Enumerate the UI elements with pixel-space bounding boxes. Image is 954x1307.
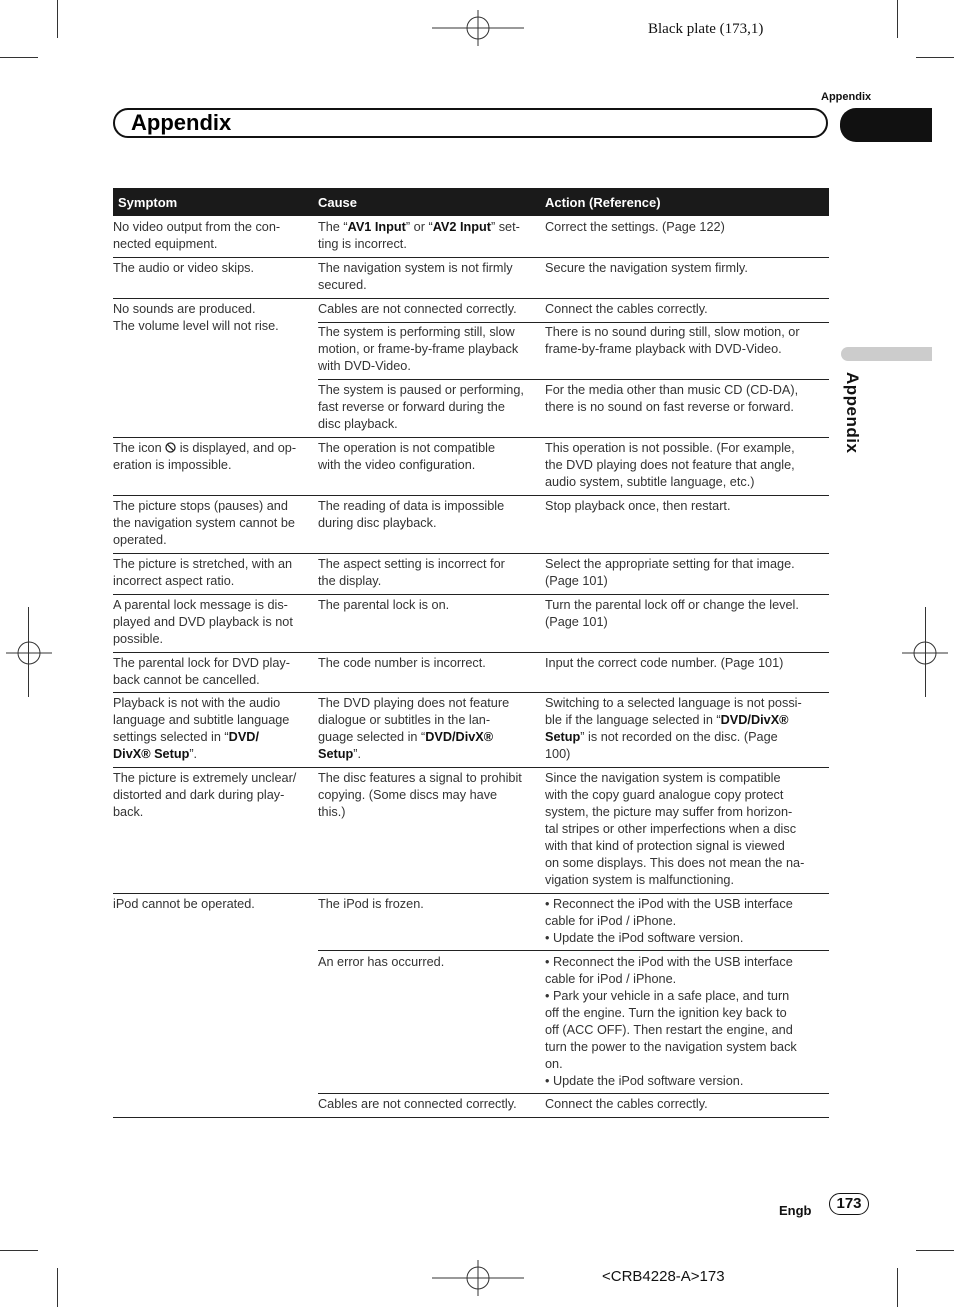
cause-cell: The disc features a signal to prohibit copying. (Some discs may have this.) [318, 771, 522, 819]
symptom-cell: iPod cannot be operated. [113, 897, 255, 911]
crop-mark [897, 1268, 898, 1307]
section-tab-black [840, 108, 932, 142]
action-cell: Stop playback once, then restart. [545, 499, 731, 513]
action-cell: Secure the navigation system firmly. [545, 261, 748, 275]
side-tab-label: Appendix [843, 372, 862, 454]
action-cell: • Reconnect the iPod with the USB interface cable for iPod / iPhone. • Update the iPod software version. [545, 897, 793, 945]
cause-cell: The reading of data is impossible during disc playback. [318, 499, 505, 530]
row-divider [113, 594, 829, 595]
action-cell: For the media other than music CD (CD-DA), there is no sound on fast reverse or forward. [545, 383, 799, 414]
row-divider [113, 893, 829, 894]
row-divider [113, 298, 829, 299]
row-divider [318, 322, 829, 323]
cause-cell: Cables are not connected correctly. [318, 302, 517, 316]
action-cell: There is no sound during still, slow motion, or frame-by-frame playback with DVD-Video. [545, 325, 800, 356]
cause-cell: An error has occurred. [318, 955, 445, 969]
action-cell: Connect the cables correctly. [545, 1097, 708, 1111]
registration-mark-icon [432, 10, 524, 46]
plate-label: Black plate (173,1) [648, 21, 764, 37]
symptom-cell: No video output from the con- nected equipment. [113, 220, 281, 251]
page-number: 173 [829, 1193, 869, 1215]
crop-mark [0, 1250, 38, 1251]
crop-mark [0, 57, 38, 58]
action-cell: Switching to a selected language is not possi- ble if the language selected in “DVD/DivX® Setup” is not recorded on the disc. (Page 100) [545, 696, 802, 761]
symptom-cell: The parental lock for DVD play- back cannot be cancelled. [113, 656, 290, 687]
row-divider [113, 553, 829, 554]
cause-cell: The operation is not compatible with the video configuration. [318, 441, 496, 472]
action-cell: • Reconnect the iPod with the USB interface cable for iPod / iPhone. • Park your vehicle in a safe place, and turn off the engine. Turn the ignition key back to off (ACC OFF). Then restart the engine, and turn the power to the navigation system back on. • Update the iPod software version. [545, 955, 797, 1088]
cause-cell: The navigation system is not firmly secured. [318, 261, 513, 292]
header-cause: Cause [318, 195, 358, 210]
row-divider [113, 652, 829, 653]
row-divider [113, 437, 829, 438]
cause-cell: The aspect setting is incorrect for the display. [318, 557, 505, 588]
row-divider [113, 767, 829, 768]
symptom-cell: The picture is extremely unclear/ distorted and dark during play- back. [113, 771, 297, 819]
row-divider [113, 692, 829, 693]
table-header [113, 188, 829, 216]
action-cell: Correct the settings. (Page 122) [545, 220, 725, 234]
cause-cell: The DVD playing does not feature dialogue or subtitles in the lan- guage selected in “DVD/DivX® Setup”. [318, 696, 510, 761]
action-cell: Connect the cables correctly. [545, 302, 708, 316]
row-divider [318, 950, 829, 951]
cause-cell: The code number is incorrect. [318, 656, 486, 670]
registration-mark-icon [432, 1260, 524, 1296]
crop-mark [57, 0, 58, 38]
row-divider [318, 379, 829, 380]
cause-cell: Cables are not connected correctly. [318, 1097, 517, 1111]
language-code: Engb [779, 1203, 812, 1218]
row-divider [318, 1093, 829, 1094]
symptom-cell: The picture stops (pauses) and the navigation system cannot be operated. [113, 499, 295, 547]
symptom-cell: No sounds are produced. The volume level will not rise. [113, 302, 279, 333]
cause-cell: The iPod is frozen. [318, 897, 424, 911]
symptom-cell: A parental lock message is dis- played and DVD playback is not possible. [113, 598, 293, 646]
cause-cell: The “AV1 Input” or “AV2 Input” set- ting is incorrect. [318, 220, 520, 251]
cause-cell: The parental lock is on. [318, 598, 450, 612]
registration-mark-icon [902, 630, 948, 676]
document-code: <CRB4228-A>173 [602, 1268, 725, 1285]
action-cell: This operation is not possible. (For example, the DVD playing does not feature that angle, audio system, subtitle language, etc.) [545, 441, 795, 489]
cause-cell: The system is performing still, slow motion, or frame-by-frame playback with DVD-Video. [318, 325, 519, 373]
symptom-cell: The audio or video skips. [113, 261, 255, 275]
header-symptom: Symptom [118, 195, 178, 210]
running-head: Appendix [821, 91, 872, 103]
symptom-cell: The picture is stretched, with an incorrect aspect ratio. [113, 557, 293, 588]
header-action: Action (Reference) [545, 195, 661, 210]
action-cell: Select the appropriate setting for that image. (Page 101) [545, 557, 795, 588]
action-cell: Input the correct code number. (Page 101) [545, 656, 784, 670]
crop-mark [916, 1250, 954, 1251]
row-divider [113, 495, 829, 496]
action-cell: Turn the parental lock off or change the level. (Page 101) [545, 598, 799, 629]
action-cell: Since the navigation system is compatible with the copy guard analogue copy protect system, the picture may suffer from horizon- tal stripes or other imperfections when a disc with that kind of protection signal is viewed on some displays. This does not mean the na- vigation system is malfunctioning. [545, 771, 805, 887]
symptom-cell: The icon is displayed, and op- eration is impossible. [113, 441, 297, 472]
cause-cell: The system is paused or performing, fast reverse or forward during the disc playback. [318, 383, 524, 431]
crop-mark [916, 57, 954, 58]
crop-mark [897, 0, 898, 38]
table-bottom-rule [113, 1117, 829, 1118]
section-tab-gray [841, 347, 932, 361]
symptom-cell: Playback is not with the audio language and subtitle language settings selected in “DVD/ DivX® Setup”. [113, 696, 290, 761]
row-divider [113, 257, 829, 258]
section-title: Appendix [131, 110, 232, 135]
prohibited-icon [165, 442, 176, 453]
crop-mark [57, 1268, 58, 1307]
registration-mark-icon [6, 630, 52, 676]
